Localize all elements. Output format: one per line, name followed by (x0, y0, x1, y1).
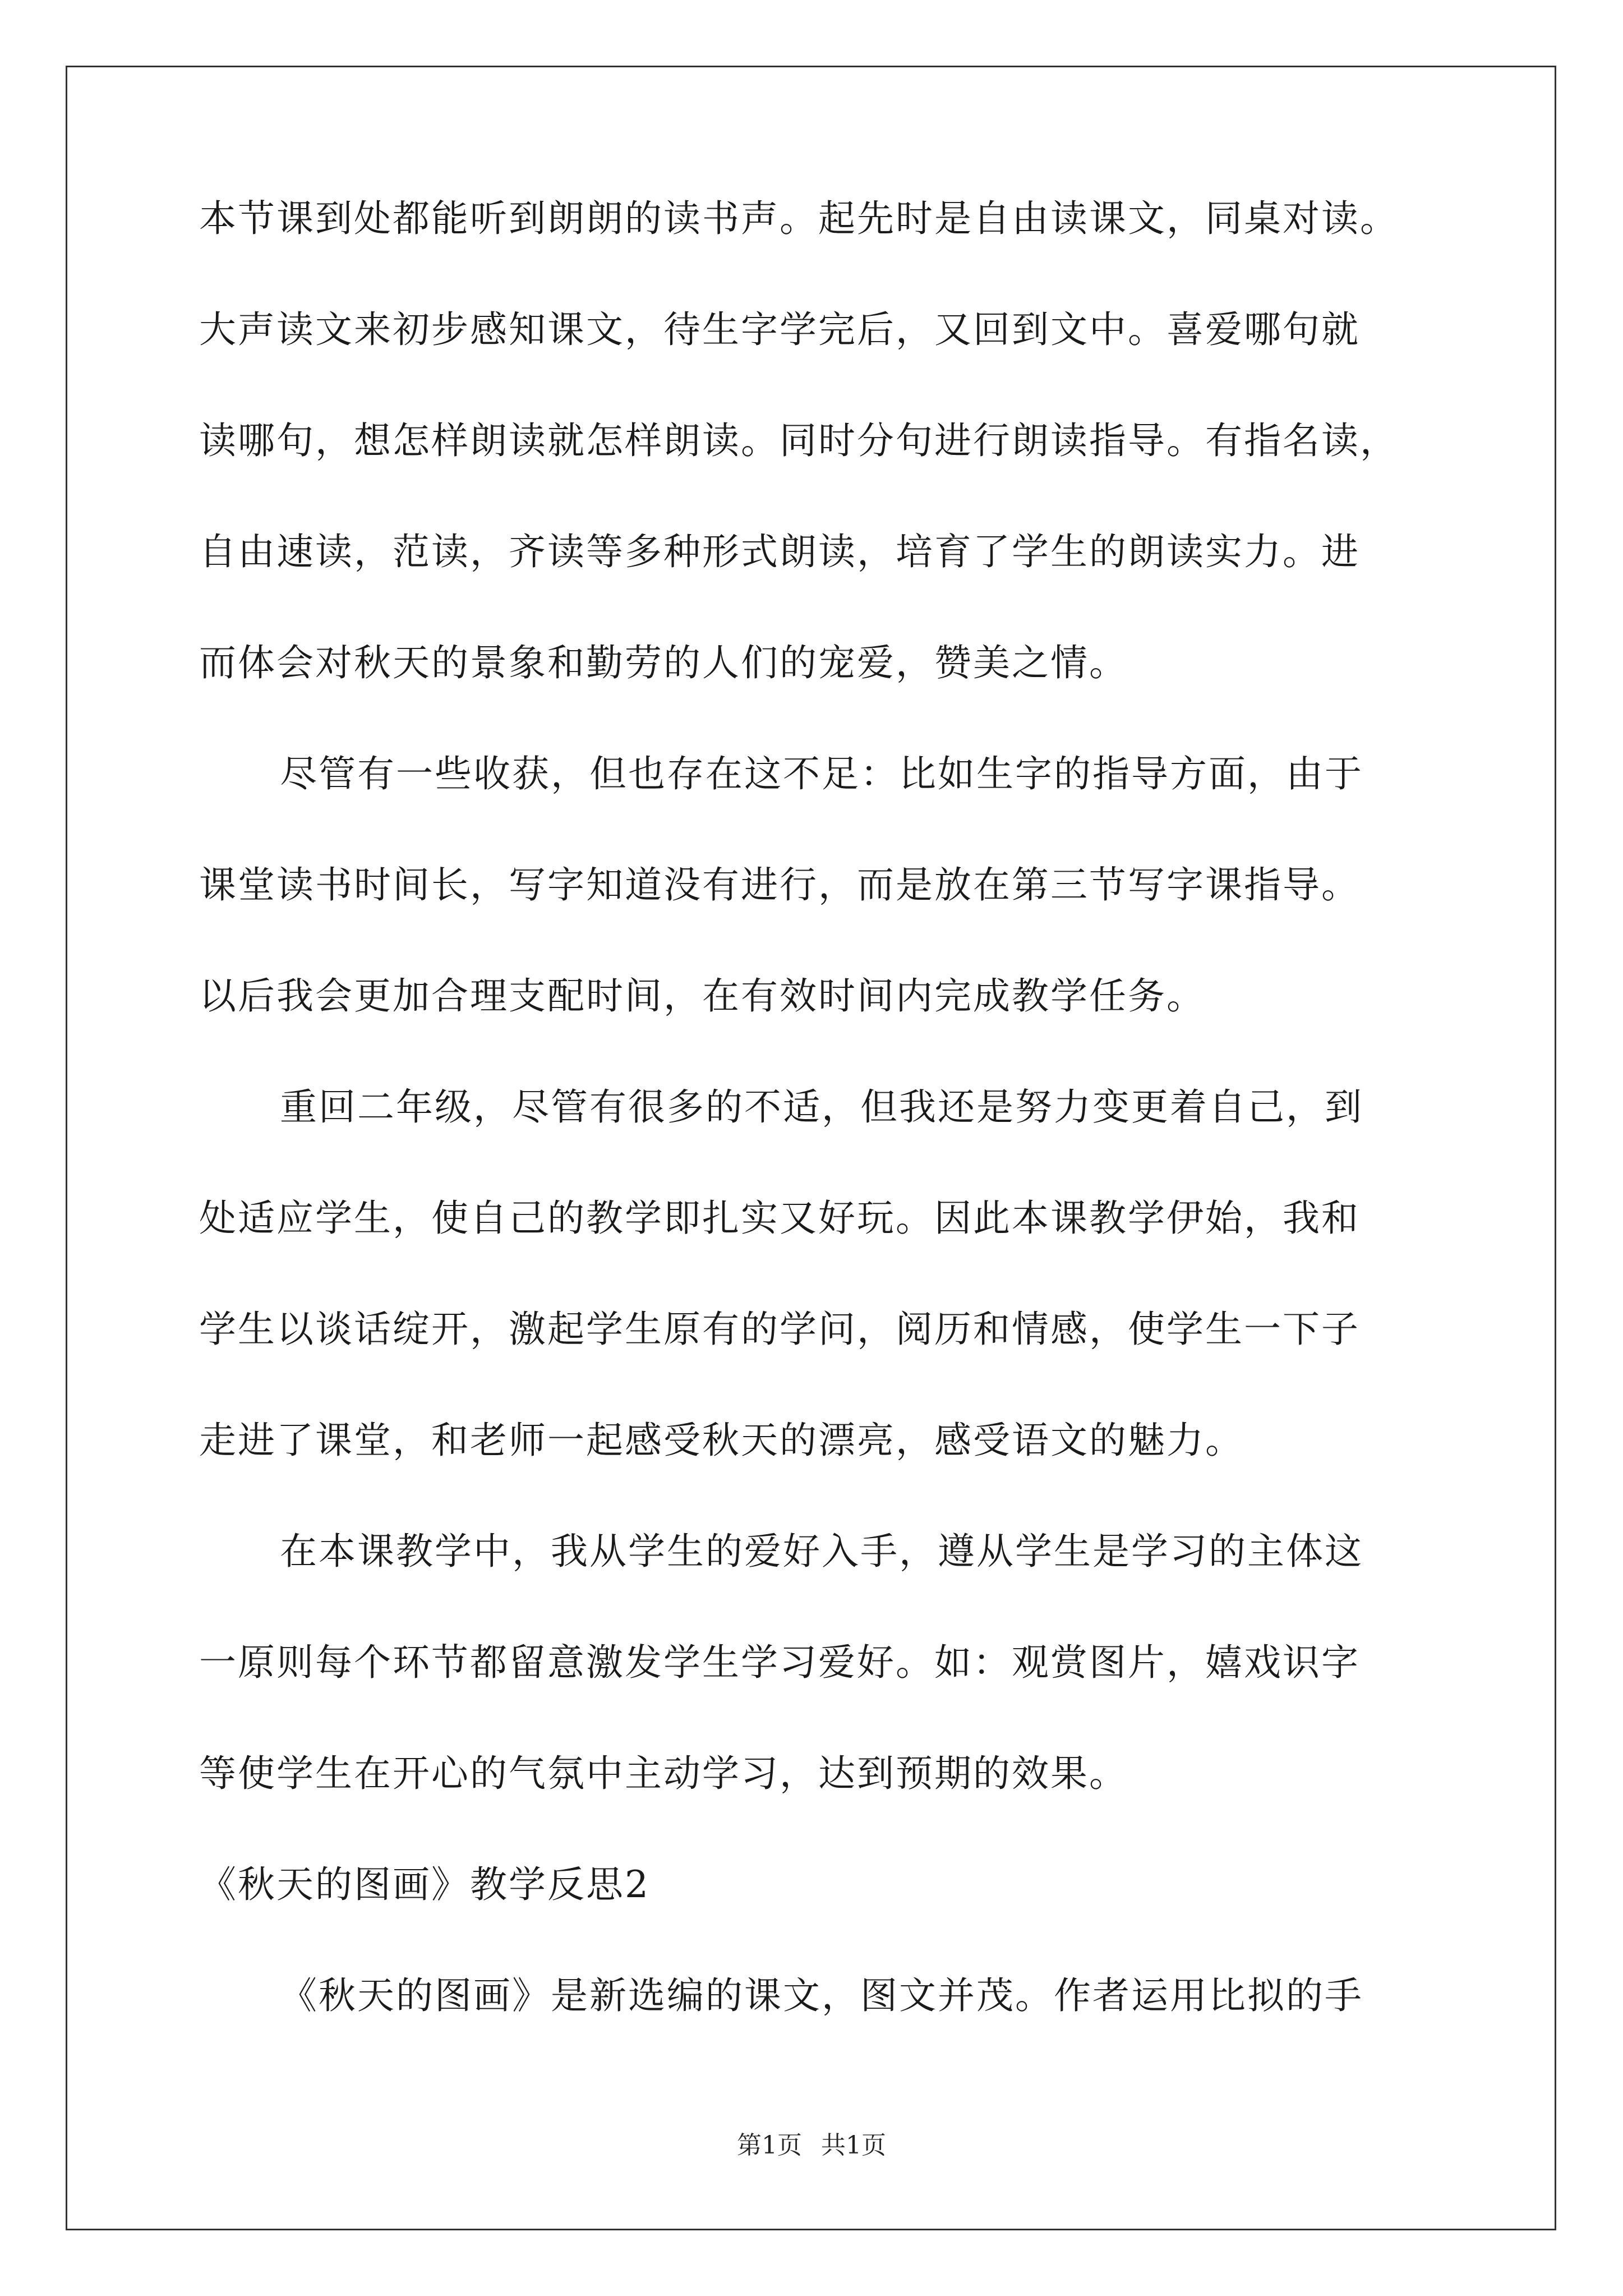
page-number: 第1页 (737, 2131, 802, 2160)
document-body (199, 191, 1433, 2079)
text-line-8: 以后我会更加合理支配时间，在有效时间内完成教学任务。 (199, 974, 1205, 1018)
text-line-9: 重回二年级，尽管有很多的不适，但我还是努力变更着自己，到 (280, 1085, 1363, 1129)
text-line-10: 处适应学生，使自己的教学即扎实又好玩。因此本课教学伊始，我和 (199, 1197, 1360, 1240)
text-line-15: 等使学生在开心的气氛中主动学习，达到预期的效果。 (199, 1752, 1128, 1795)
text-line-5: 而体会对秋天的景象和勤劳的人们的宠爱，赞美之情。 (199, 641, 1128, 684)
section-heading: 《秋天的图画》教学反思2 (199, 1863, 650, 1906)
page-footer (0, 2125, 1623, 2161)
text-line-1: 本节课到处都能听到朗朗的读书声。起先时是自由读课文，同桌对读。 (199, 197, 1399, 240)
text-line-12: 走进了课堂，和老师一起感受秋天的漂亮，感受语文的魅力。 (199, 1419, 1244, 1462)
text-line-4: 自由速读，范读，齐读等多种形式朗读，培育了学生的朗读实力。进 (199, 530, 1360, 573)
text-line-3: 读哪句，想怎样朗读就怎样朗读。同时分句进行朗读指导。有指名读， (199, 419, 1399, 462)
text-line-14: 一原则每个环节都留意激发学生学习爱好。如：观赏图片，嬉戏识字 (199, 1641, 1360, 1684)
page-total: 共1页 (821, 2131, 886, 2160)
text-line-2: 大声读文来初步感知课文，待生字学完后，又回到文中。喜爱哪句就 (199, 308, 1360, 351)
text-line-17: 《秋天的图画》是新选编的课文，图文并茂。作者运用比拟的手 (280, 1974, 1363, 2017)
text-line-11: 学生以谈话绽开，激起学生原有的学问，阅历和情感，使学生一下子 (199, 1308, 1360, 1351)
text-line-6: 尽管有一些收获，但也存在这不足：比如生字的指导方面，由于 (280, 752, 1363, 795)
text-line-7: 课堂读书时间长，写字知道没有进行，而是放在第三节写字课指导。 (199, 863, 1360, 907)
text-line-13: 在本课教学中，我从学生的爱好入手，遵从学生是学习的主体这 (280, 1530, 1363, 1573)
